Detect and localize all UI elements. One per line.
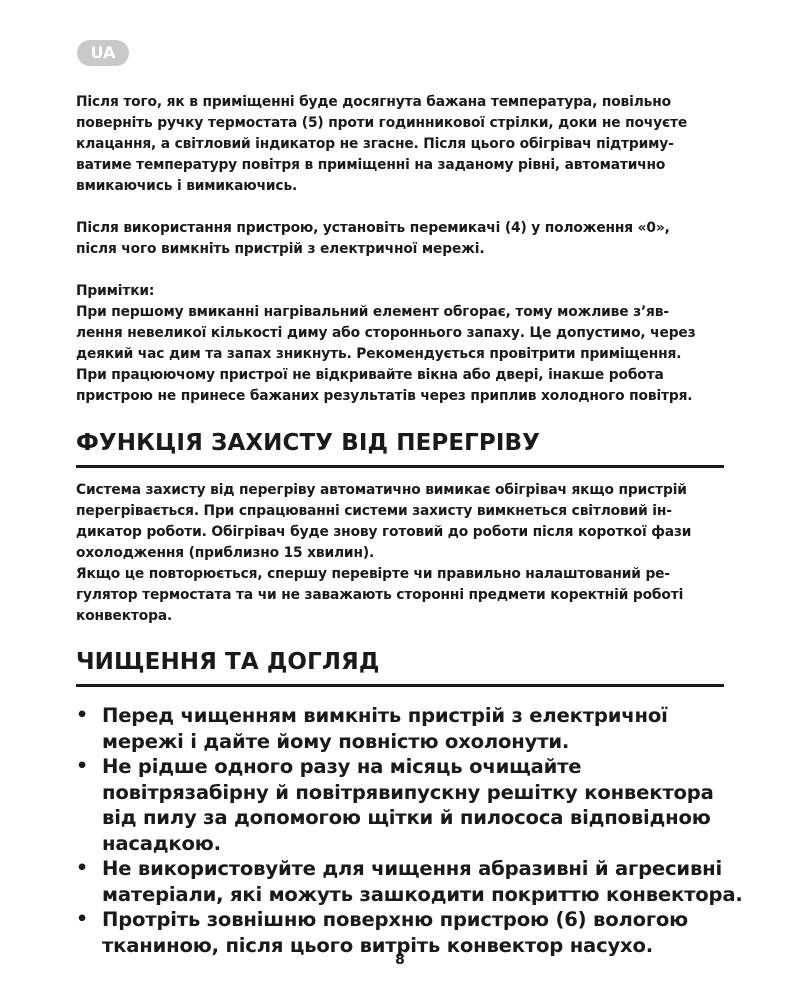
list-item <box>76 856 743 907</box>
text-line: мережі і дайте йому повністю охолонути. <box>102 729 570 753</box>
text-line: ватиме температуру повітря в приміщенні на заданому рівні, автоматично <box>76 157 666 173</box>
text-line: поверніть ручку термостата (5) проти годинникової стрілки, доки не почуєте <box>76 115 688 131</box>
text-line: деякий час дим та запах зникнуть. Рекомендується провітрити приміщення. <box>76 346 682 362</box>
text-line: від пилу за допомогою щітки й пилососа відповідною <box>102 806 711 829</box>
text-line: Після використання пристрою, установіть перемикачі (4) у положення «0», <box>76 220 670 236</box>
bullet-icon: • <box>76 704 88 726</box>
text-line: насадкою. <box>102 831 221 855</box>
text-line: повітрязабірну й повітрявипускну решітку конвектора <box>102 780 714 804</box>
text-line: Якщо це повторюється, спершу перевірте чи правильно налаштований ре- <box>76 566 670 582</box>
text-line: вмикаючись і вимикаючись. <box>76 178 298 194</box>
text-line: клацання, а світловий індикатор не згасне. Після цього обігрівач підтриму- <box>76 136 674 152</box>
section-heading-overheat: ФУНКЦІЯ ЗАХИСТУ ВІД ПЕРЕГРІВУ <box>76 430 724 468</box>
paragraph-overheat <box>76 480 724 627</box>
text-line: Не рідше одного разу на місяць очищайте <box>102 755 582 778</box>
text-line: матеріали, які можуть зашкодити покриттю конвектора. <box>102 882 743 906</box>
text-line: перегрівається. При спрацюванні системи захисту вимкнеться світловий ін- <box>76 503 672 519</box>
list-item <box>76 703 724 754</box>
text-line: Протріть зовнішню поверхню пристрою (6) вологою <box>102 908 689 931</box>
text-line: Не використовуйте для чищення абразивні й агресивні <box>102 857 722 880</box>
text-line: При працюючому пристрої не відкривайте вікна або двері, інакше робота <box>76 367 664 383</box>
text-line: лення невеликої кількості диму або стороннього запаху. Це допустимо, через <box>76 325 696 341</box>
text-line: тканиною, після цього витріть конвектор насухо. <box>102 933 654 957</box>
page-content <box>76 92 743 958</box>
section-heading-cleaning: ЧИЩЕННЯ ТА ДОГЛЯД <box>76 649 724 687</box>
text-line: Після того, як в приміщенні буде досягнута бажана температура, повільно <box>76 94 671 110</box>
notes-title: Примітки: <box>76 283 155 299</box>
text-line: охолодження (приблизно 15 хвилин). <box>76 545 375 561</box>
bullet-icon: • <box>76 908 88 930</box>
paragraph-after-use <box>76 218 724 260</box>
text-line: Перед чищенням вимкніть пристрій з електричної <box>102 704 668 727</box>
list-item <box>76 907 724 958</box>
page-number: 8 <box>395 952 405 968</box>
notes-block <box>76 281 724 407</box>
paragraph-thermostat <box>76 92 724 197</box>
list-item <box>76 754 724 856</box>
bullet-icon: • <box>76 755 88 777</box>
text-line: При першому вмиканні нагрівальний елемент обгорає, тому можливе з’яв- <box>76 304 669 320</box>
text-line: конвектора. <box>76 608 173 624</box>
language-badge: UA <box>77 40 129 66</box>
text-line: дикатор роботи. Обігрівач буде знову готовий до роботи після короткої фази <box>76 524 692 540</box>
cleaning-list <box>76 703 743 958</box>
text-line: після чого вимкніть пристрій з електричної мережі. <box>76 241 485 257</box>
text-line: Система захисту від перегріву автоматично вимикає обігрівач якщо пристрій <box>76 482 687 498</box>
bullet-icon: • <box>76 857 88 879</box>
text-line: гулятор термостата та чи не заважають сторонні предмети коректній роботі <box>76 587 684 603</box>
text-line: пристрою не принесе бажаних результатів через приплив холодного повітря. <box>76 388 693 404</box>
